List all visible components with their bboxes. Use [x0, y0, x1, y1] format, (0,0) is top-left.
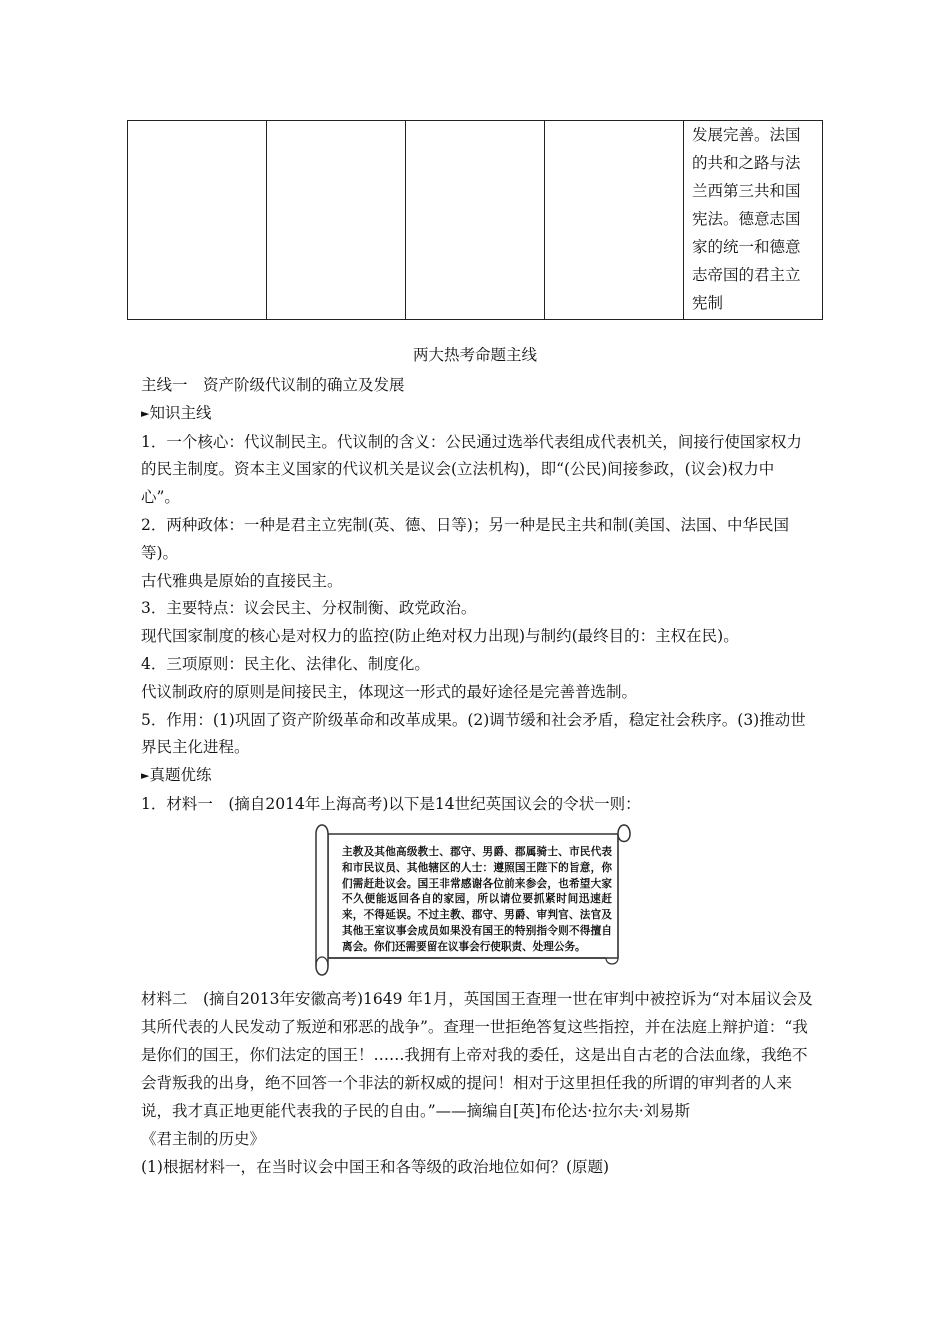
cell-line: 宪制 — [692, 294, 724, 312]
table-cell-4 — [545, 121, 684, 320]
knowledge-section-label — [141, 400, 813, 429]
point-4: 4．三项原则：民主化、法律化、制度化。 — [141, 654, 430, 673]
knowledge-label-text: 知识主线 — [149, 403, 212, 422]
material-2-content — [141, 985, 813, 1181]
point-2: 2．两种政体：一种是君主立宪制(英、德、日等)；另一种是民主共和制(美国、法国、中华民国等)。 — [141, 515, 790, 562]
cell-line: 的共和之路与法 — [692, 154, 801, 172]
main-content — [141, 372, 813, 819]
point-3-note: 现代国家制度的核心是对权力的监控(防止绝对权力出现)与制约(最终目的：主权在民)。 — [141, 627, 739, 646]
cell-line: 志帝国的君主立 — [692, 266, 801, 284]
cell-line: 家的统一和德意 — [692, 238, 801, 256]
point-1: 1．一个核心：代议制民主。代议制的含义：公民通过选举代表组成代表机关，间接行使国家权力的民主制度。资本主义国家的代议机关是议会(立法机构)，即“(公民)间接参政，(议会)权力中心”。 — [141, 432, 802, 507]
cell-line: 发展完善。法国 — [692, 126, 801, 144]
table-cell-5 — [684, 121, 823, 320]
scroll-writ-text: 主教及其他高级教士、郡守、男爵、郡属骑士、市民代表和市民议员、其他辖区的人士：遵照国王陛下的旨意，你们需赶赴议会。国王非常感谢各位前来参会，也希望大家不久便能返回各自的家园，所以请位要抓紧时间迅速赶来，不得延误。不过主教、郡守、男爵、审判官、法官及其他王室议事会成员如果没有国王的特别指令则不得擅自离会。你们还需要留在议事会行使职责、处理公务。 — [342, 846, 612, 953]
cell-line: 宪法。德意志国 — [692, 210, 801, 228]
section-heading: 两大热考命题主线 — [412, 346, 537, 364]
material-2: 材料二 (摘自2013年安徽高考)1649 年1月，英国国王查理一世在审判中被控诉为“对本届议会及其所代表的人民发动了叛逆和邪恶的战争”。查理一世拒绝答复这些指控，并在法庭上辩护道：“我是你们的国王，你们法定的国王！……我拥有上帝对我的委任，这是出自古老的合法血缘，我绝不会背叛我的出身，绝不回答一个非法的新权威的提问！相对于这里担任我的所谓的审判者的人来说，我才真正地更能代表我的子民的自由。”——摘编自[英]布伦达·拉尔夫·刘易斯 — [141, 990, 813, 1120]
mainline-title: 主线一 资产阶级代议制的确立及发展 — [141, 376, 405, 394]
cell-line: 兰西第三共和国 — [692, 182, 801, 200]
triangle-right-icon: ► — [141, 769, 150, 783]
point-3: 3．主要特点：议会民主、分权制衡、政党政治。 — [141, 599, 477, 618]
triangle-right-icon: ► — [141, 406, 150, 420]
exercise-section-label — [141, 762, 813, 791]
point-2-note: 古代雅典是原始的直接民主。 — [141, 571, 343, 590]
question-1-intro: 1．材料一 (摘自2014年上海高考)以下是14世纪英国议会的令状一则： — [141, 794, 641, 813]
point-5: 5．作用：(1)巩固了资产阶级革命和改革成果。(2)调节缓和社会矛盾，稳定社会秩序。(3)推动世界民主化进程。 — [141, 710, 806, 757]
continuation-table — [127, 120, 823, 320]
book-title: 《君主制的历史》 — [141, 1130, 266, 1148]
table-cell-3 — [406, 121, 545, 320]
table-cell-2 — [267, 121, 406, 320]
point-4-note: 代议制政府的原则是间接民主，体现这一形式的最好途径是完善普选制。 — [141, 682, 638, 701]
question-1: (1)根据材料一，在当时议会中国王和各等级的政治地位如何？(原题) — [141, 1158, 610, 1176]
table-cell-1 — [128, 121, 267, 320]
exercise-label-text: 真题优练 — [149, 766, 212, 785]
